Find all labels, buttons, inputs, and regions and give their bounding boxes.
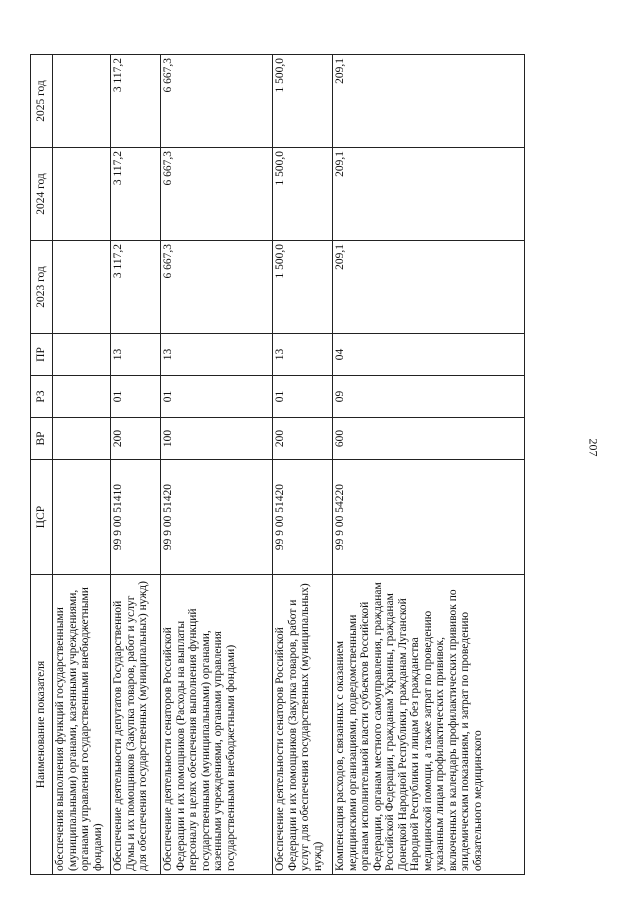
table-row — [111, 55, 161, 875]
cell-rz: 01 — [161, 376, 273, 418]
cell-csr: 99 9 00 54220 — [333, 460, 525, 575]
cell-name: Обеспечение деятельности депутатов Государственной Думы и их помощников (Закупка товаров, работ и услуг для обеспечения государственных (муниципальных) нужд) — [111, 575, 161, 875]
cell-2025: 6 667,3 — [161, 55, 273, 148]
cell-2024: 6 667,3 — [161, 148, 273, 241]
table-row — [273, 55, 333, 875]
header-vr: ВР — [31, 418, 53, 460]
cell-name: Обеспечение деятельности сенаторов Российской Федерации и их помощников (Закупка товаров, работ и услуг для обеспечения государственных (муниципальных) нужд) — [273, 575, 333, 875]
cell-2024 — [53, 148, 111, 241]
cell-name: Обеспечение деятельности сенаторов Российской Федерации и их помощников (Расходы на выплаты персоналу в целях обеспечения выполнения функций государственными (муниципальными) органами, казенными учреждениями, органами управления государственными внебюджетными фондами) — [161, 575, 273, 875]
cell-pr: 04 — [333, 334, 525, 376]
table-row — [53, 55, 111, 875]
header-year-2023: 2023 год — [31, 241, 53, 334]
cell-2024: 1 500,0 — [273, 148, 333, 241]
cell-2025: 209,1 — [333, 55, 525, 148]
cell-2025: 3 117,2 — [111, 55, 161, 148]
cell-vr: 200 — [273, 418, 333, 460]
cell-rz — [53, 376, 111, 418]
header-pr: ПР — [31, 334, 53, 376]
cell-2023 — [53, 241, 111, 334]
cell-rz: 01 — [273, 376, 333, 418]
header-csr: ЦСР — [31, 460, 53, 575]
cell-2024: 209,1 — [333, 148, 525, 241]
cell-csr — [53, 460, 111, 575]
cell-2024: 3 117,2 — [111, 148, 161, 241]
cell-2023: 3 117,2 — [111, 241, 161, 334]
table-row — [161, 55, 273, 875]
cell-csr: 99 9 00 51420 — [273, 460, 333, 575]
cell-2023: 6 667,3 — [161, 241, 273, 334]
cell-pr: 13 — [273, 334, 333, 376]
table-row — [333, 55, 525, 875]
cell-vr: 100 — [161, 418, 273, 460]
cell-vr — [53, 418, 111, 460]
cell-vr: 200 — [111, 418, 161, 460]
header-year-2025: 2025 год — [31, 55, 53, 148]
cell-pr: 13 — [111, 334, 161, 376]
cell-2023: 1 500,0 — [273, 241, 333, 334]
cell-pr — [53, 334, 111, 376]
cell-2023: 209,1 — [333, 241, 525, 334]
cell-rz: 01 — [111, 376, 161, 418]
cell-name: Компенсация расходов, связанных с оказанием медицинскими организациями, подведомственными органам исполнительной власти субъектов Российской Федерации, органам местного самоуправления, гражданам Российской Федерации, гражданам Украины, гражданам Донецкой Народной Республики, гражданам Луганской Народной Республики и лицам без гражданства медицинской помощи, а также затрат по проведению указанным лицам профилактических прививок, включенных в календарь профилактических прививок по эпидемическим показаниям, и затрат по проведению обязательного медицинского — [333, 575, 525, 875]
cell-rz: 09 — [333, 376, 525, 418]
rotated-page-content — [30, 55, 525, 875]
budget-table — [30, 54, 525, 875]
header-year-2024: 2024 год — [31, 148, 53, 241]
cell-csr: 99 9 00 51420 — [161, 460, 273, 575]
table-header-row — [31, 55, 53, 875]
cell-2025 — [53, 55, 111, 148]
cell-vr: 600 — [333, 418, 525, 460]
header-rz: РЗ — [31, 376, 53, 418]
page-number: 207 — [586, 438, 601, 457]
header-indicator-name: Наименование показателя — [31, 575, 53, 875]
cell-pr: 13 — [161, 334, 273, 376]
cell-name: обеспечения выполнения функций государственными (муниципальными) органами, казенными учреждениями, органами управления государственными внебюджетными фондами) — [53, 575, 111, 875]
cell-2025: 1 500,0 — [273, 55, 333, 148]
cell-csr: 99 9 00 51410 — [111, 460, 161, 575]
